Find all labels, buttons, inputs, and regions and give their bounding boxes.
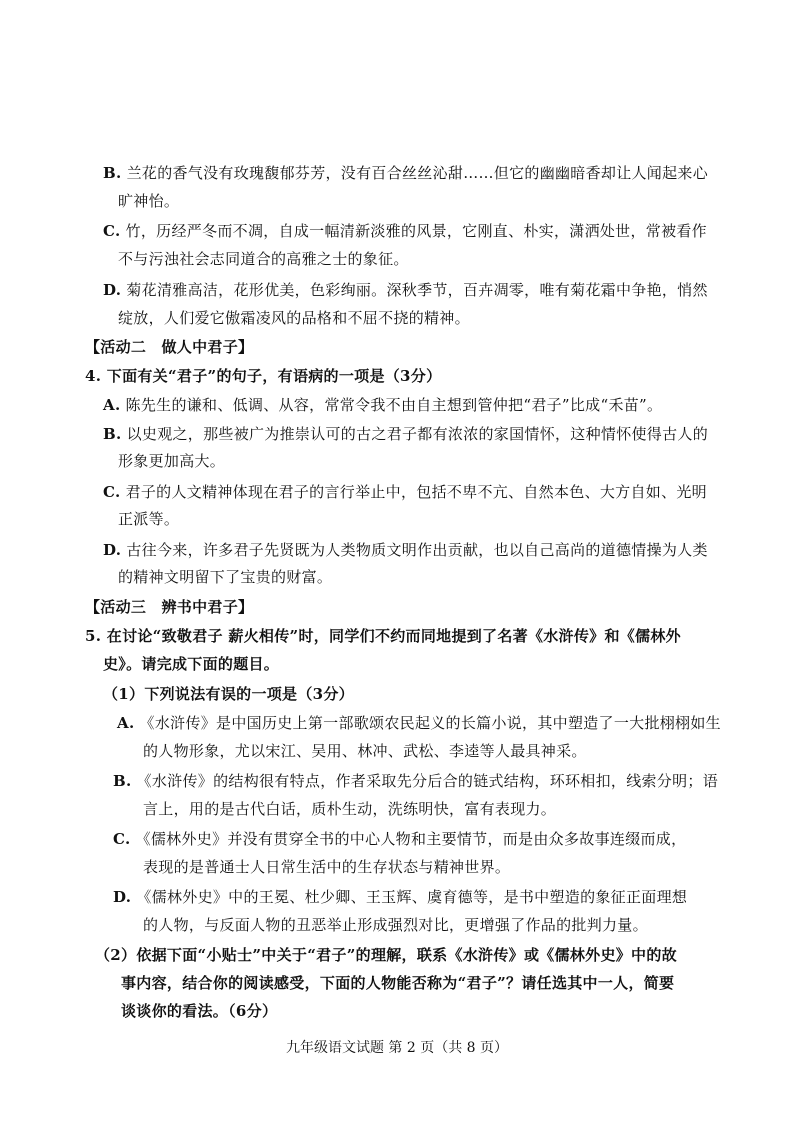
page-footer: 九年级语文试题 第 2 页（共 8 页） [285,1040,509,1056]
activity2-heading: 【活动二 做人中君子】 [85,338,254,356]
option-b-line1 [103,163,708,183]
q5-stem-line2: 史》。请完成下面的题目。 [103,655,280,673]
option-b-label: B. [103,164,122,182]
option-c-label: C. [103,222,121,240]
option-d-label: D. [103,281,122,299]
q4-b-text: 以史观之，那些被广为推崇认可的古之君子都有浓浓的家国情怀，这种情怀使得古人的 [126,425,708,443]
q4-d-text: 古往今来，许多君子先贤既为人类物质文明作出贡献，也以自己高尚的道德情操为人类 [126,541,708,559]
q5-option-c-line1 [113,829,686,849]
q5-stem-line1: 5. 在讨论“致敬君子 薪火相传”时，同学们不约而同地提到了名著《水浒传》和《儒林外 [85,627,681,645]
q5-c-label: C. [113,830,131,848]
q5-option-b-line2: 言上，用的是古代白话，质朴生动，洗练明快，富有表现力。 [143,800,557,818]
q5-a-text: 《水浒传》是中国历史上第一部歌颂农民起义的长篇小说，其中塑造了一大批栩栩如生 [139,714,721,732]
q5-option-a-line1 [117,713,721,733]
q4-option-d-line2: 的精神文明留下了宝贵的财富。 [118,568,333,586]
q5-a-label: A. [117,714,135,732]
q5-option-b-line1 [113,771,718,791]
q4-option-d-line1 [103,540,708,560]
q5-sub2-line3: 谈谈你的看法。（6分） [121,1002,278,1020]
q4-option-c-line1 [103,482,707,502]
option-c-line2: 不与污浊社会志同道合的高雅之士的象征。 [118,250,409,268]
q4-option-b-line2: 形象更加高大。 [118,452,226,470]
q5-d-label: D. [113,888,132,906]
option-b-text: 兰花的香气没有玫瑰馥郁芬芳，没有百合丝丝沁甜……但它的幽幽暗香却让人闻起来心 [126,164,708,182]
q5-b-text: 《水浒传》的结构很有特点，作者采取先分后合的链式结构，环环相扣，线索分明；语 [136,772,718,790]
q5-sub1: （1）下列说法有误的一项是（3分） [103,685,354,703]
q5-option-d-line1 [113,887,687,907]
option-c-line1 [103,221,707,241]
option-d-text: 菊花清雅高洁，花形优美，色彩绚丽。深秋季节，百卉凋零，唯有菊花霜中争艳，悄然 [126,281,708,299]
q5-option-a-line2: 的人物形象，尤以宋江、吴用、林冲、武松、李逵等人最具神采。 [143,742,587,760]
q5-option-d-line2: 的人物，与反面人物的丑恶举止形成强烈对比，更增强了作品的批判力量。 [143,916,648,934]
option-c-text: 竹，历经严冬而不凋，自成一幅清新淡雅的风景，它刚直、朴实，潇洒处世，常被看作 [125,222,707,240]
q5-sub2-line2: 事内容，结合你的阅读感受，下面的人物能否称为“君子”？请任选其中一人，简要 [121,974,675,992]
activity3-heading: 【活动三 辨书中君子】 [85,598,254,616]
q5-b-label: B. [113,772,132,790]
q4-stem: 4. 下面有关“君子”的句子，有语病的一项是（3分） [85,367,442,385]
q5-option-c-line2: 表现的是普通士人日常生活中的生存状态与精神世界。 [143,858,511,876]
option-d-line1 [103,280,708,300]
q4-c-text: 君子的人文精神体现在君子的言行举止中，包括不卑不亢、自然本色、大方自如、光明 [125,483,707,501]
q4-option-b-line1 [103,424,708,444]
q5-d-text: 《儒林外史》中的王冕、杜少卿、王玉辉、虞育德等，是书中塑造的象征正面理想 [136,888,688,906]
q4-d-label: D. [103,541,122,559]
q4-b-label: B. [103,425,122,443]
q5-c-text: 《儒林外史》并没有贯穿全书的中心人物和主要情节，而是由众多故事连缀而成， [135,830,687,848]
option-d-line2: 绽放，人们爱它傲霜凌风的品格和不屈不挠的精神。 [118,309,470,327]
q4-option-a [103,395,662,415]
q5-sub2-line1: （2）依据下面“小贴士”中关于“君子”的理解，联系《水浒传》或《儒林外史》中的故 [95,946,677,964]
q4-a-label: A. [103,396,121,414]
q4-a-text: 陈先生的谦和、低调、从容，常常令我不由自主想到管仲把“君子”比成“禾苗”。 [125,396,663,414]
q4-c-label: C. [103,483,121,501]
option-b-line2: 旷神怡。 [118,192,180,210]
q4-option-c-line2: 正派等。 [118,510,180,528]
